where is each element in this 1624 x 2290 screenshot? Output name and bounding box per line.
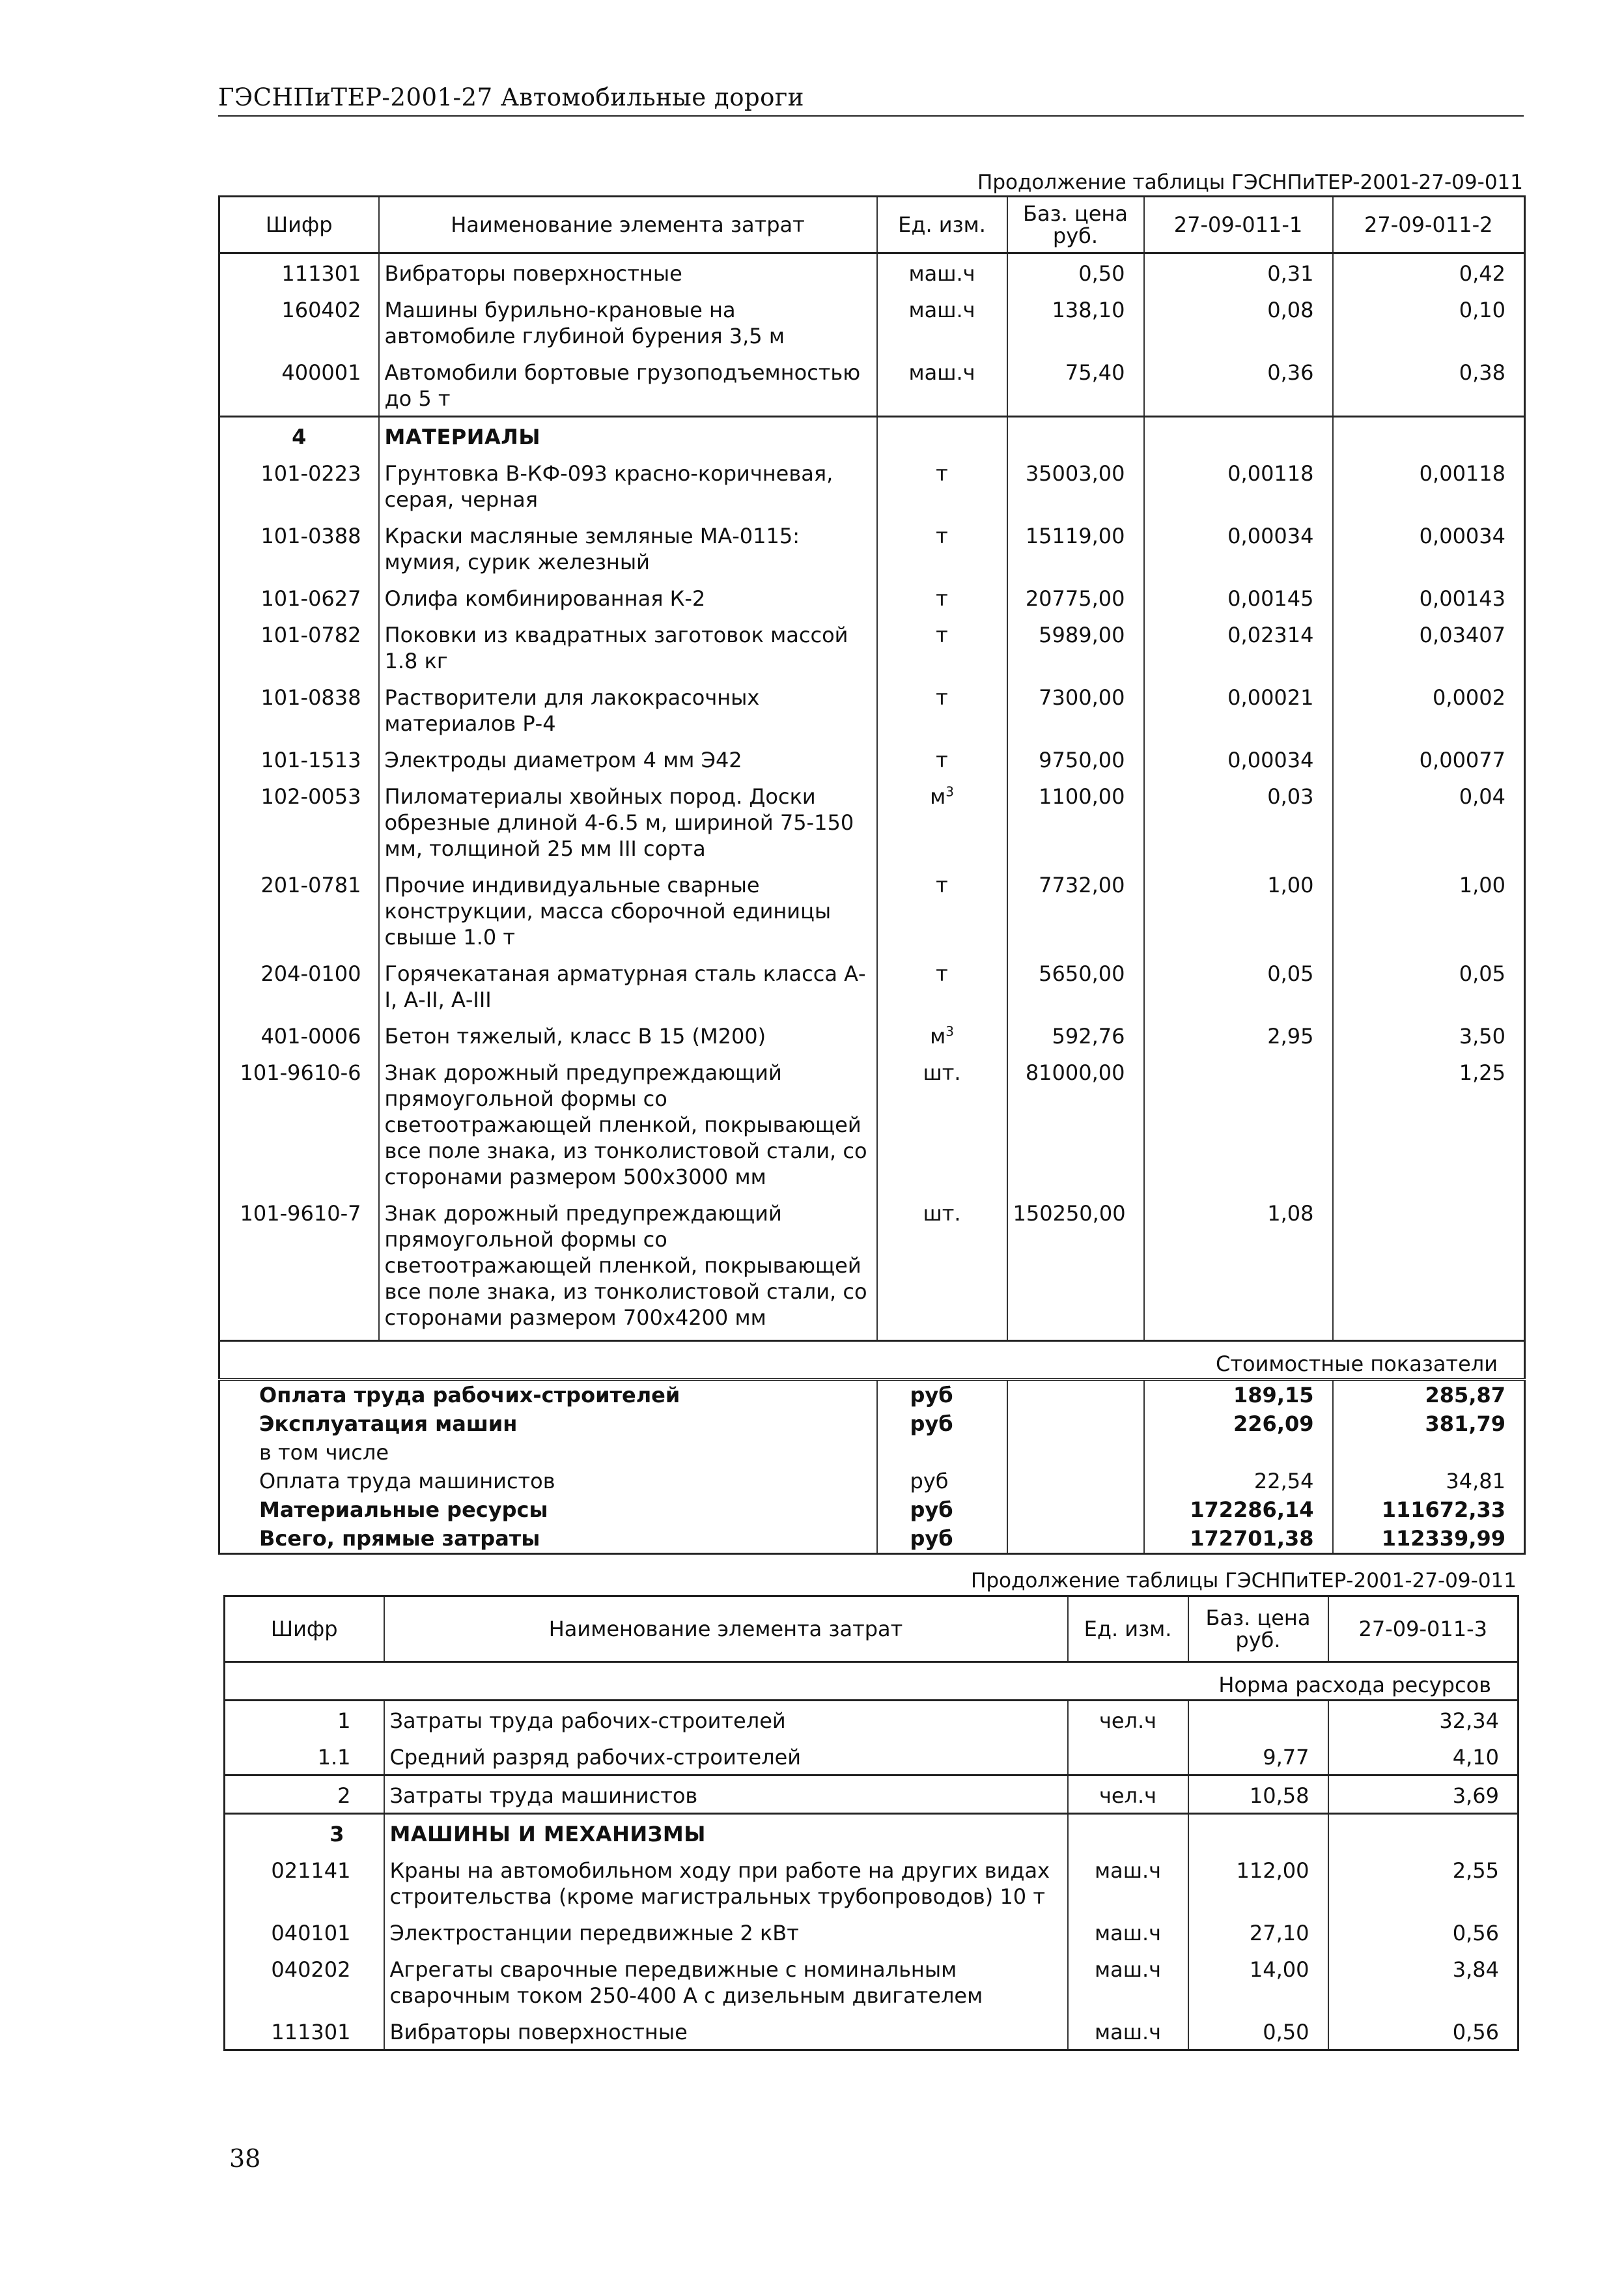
resource-table-2 bbox=[223, 1595, 1519, 2051]
unit-text: т bbox=[936, 961, 948, 986]
resource-code: 1.1 bbox=[317, 1745, 351, 1770]
resource-code: 101-0838 bbox=[260, 685, 361, 710]
norm-variant-1: 0,00034 bbox=[1144, 516, 1333, 579]
norm-variant-3: 3,69 bbox=[1328, 1775, 1519, 1814]
base-price: 592,76 bbox=[1007, 1017, 1144, 1053]
summary-variant-2: 381,79 bbox=[1333, 1409, 1525, 1438]
norm-variant-3: 0,56 bbox=[1328, 2013, 1519, 2050]
norm-variant-2: 0,00143 bbox=[1333, 579, 1525, 615]
base-price: 35003,00 bbox=[1007, 454, 1144, 516]
resource-name: Краны на автомобильном ходу при работе на других видах строительства (кроме магистральных трубопроводов) 10 т bbox=[384, 1851, 1068, 1914]
unit-text: маш.ч bbox=[908, 360, 975, 385]
resource-unit bbox=[877, 253, 1007, 291]
base-price: 138,10 bbox=[1007, 290, 1144, 353]
col-name-header: Наименование элемента затрат bbox=[379, 197, 877, 253]
resource-unit bbox=[877, 1053, 1007, 1194]
unit-text: т bbox=[936, 873, 948, 898]
norm-variant-2: 0,0002 bbox=[1333, 678, 1525, 741]
base-price: 7732,00 bbox=[1007, 866, 1144, 954]
norm-variant-1: 0,03 bbox=[1144, 777, 1333, 866]
resource-unit: чел.ч bbox=[1068, 1701, 1188, 1738]
unit-text: т bbox=[936, 685, 948, 710]
norm-variant-3: 2,55 bbox=[1328, 1851, 1519, 1914]
resource-unit bbox=[877, 579, 1007, 615]
resource-code: 111301 bbox=[271, 2020, 351, 2044]
norm-variant-1 bbox=[1144, 1053, 1333, 1194]
resource-code: 040101 bbox=[271, 1921, 351, 1945]
norm-variant-1: 0,36 bbox=[1144, 353, 1333, 417]
resource-unit bbox=[877, 290, 1007, 353]
empty-cell bbox=[1068, 1814, 1188, 1852]
empty-cell bbox=[1188, 1814, 1328, 1852]
empty-cell bbox=[1144, 417, 1333, 455]
summary-unit: руб bbox=[877, 1409, 1007, 1438]
empty-cell bbox=[1007, 1495, 1144, 1524]
norm-variant-3: 0,56 bbox=[1328, 1914, 1519, 1950]
norm-variant-1: 0,00118 bbox=[1144, 454, 1333, 516]
resource-code: 101-9610-6 bbox=[240, 1060, 361, 1085]
resource-name: Прочие индивидуальные сварные конструкции, масса сборочной единицы свыше 1.0 т bbox=[379, 866, 877, 954]
norm-variant-1: 1,00 bbox=[1144, 866, 1333, 954]
table-row bbox=[219, 777, 1525, 866]
section-number: 3 bbox=[225, 1814, 384, 1852]
resource-code: 2 bbox=[225, 1775, 384, 1814]
unit-text: м bbox=[930, 1024, 946, 1049]
norm-variant-2: 0,03407 bbox=[1333, 615, 1525, 678]
summary-variant-1: 172286,14 bbox=[1144, 1495, 1333, 1524]
resource-name: Растворители для лакокрасочных материалов Р-4 bbox=[379, 678, 877, 741]
table-row bbox=[225, 1738, 1519, 1775]
summary-variant-2: 111672,33 bbox=[1333, 1495, 1525, 1524]
norm-variant-3: 32,34 bbox=[1328, 1701, 1519, 1738]
summary-variant-1: 172701,38 bbox=[1144, 1524, 1333, 1554]
summary-unit: руб bbox=[877, 1379, 1007, 1409]
resource-code: 101-0782 bbox=[260, 623, 361, 647]
summary-row bbox=[219, 1467, 1525, 1495]
summary-label: Эксплуатация машин bbox=[259, 1411, 518, 1436]
empty-cell bbox=[1007, 1524, 1144, 1554]
summary-label: Оплата труда машинистов bbox=[259, 1469, 555, 1493]
resource-unit bbox=[877, 1017, 1007, 1053]
base-price: 150250,00 bbox=[1007, 1194, 1144, 1341]
table-row bbox=[219, 353, 1525, 417]
summary-label: в том числе bbox=[259, 1440, 389, 1465]
table-row bbox=[225, 1914, 1519, 1950]
norm-variant-2: 0,42 bbox=[1333, 253, 1525, 291]
table2-continuation-caption: Продолжение таблицы ГЭСНПиТЕР-2001-27-09-011 bbox=[971, 1569, 1517, 1592]
norm-band-row bbox=[225, 1662, 1519, 1701]
unit-text: т bbox=[936, 524, 948, 548]
resource-unit bbox=[877, 615, 1007, 678]
resource-unit bbox=[877, 1194, 1007, 1341]
resource-unit: маш.ч bbox=[1068, 1950, 1188, 2013]
resource-code: 021141 bbox=[271, 1858, 351, 1883]
section-title: МАТЕРИАЛЫ bbox=[379, 417, 877, 455]
unit-exponent: 3 bbox=[945, 784, 954, 800]
table-row bbox=[219, 741, 1525, 777]
summary-unit: руб bbox=[877, 1495, 1007, 1524]
base-price: 9,77 bbox=[1188, 1738, 1328, 1775]
norm-variant-2: 0,10 bbox=[1333, 290, 1525, 353]
base-price: 14,00 bbox=[1188, 1950, 1328, 2013]
resource-unit: чел.ч bbox=[1068, 1775, 1188, 1814]
unit-text: т bbox=[936, 748, 948, 772]
empty-cell bbox=[1007, 1409, 1144, 1438]
resource-name: Затраты труда рабочих-строителей bbox=[384, 1701, 1068, 1738]
summary-row bbox=[219, 1524, 1525, 1554]
base-price bbox=[1188, 1701, 1328, 1738]
resource-name: Вибраторы поверхностные bbox=[379, 253, 877, 291]
table-row bbox=[219, 454, 1525, 516]
section-row-machines bbox=[225, 1814, 1519, 1852]
resource-name: Электростанции передвижные 2 кВт bbox=[384, 1914, 1068, 1950]
empty-cell bbox=[1007, 1467, 1144, 1495]
resource-table-1-body bbox=[219, 197, 1525, 1554]
resource-name: Поковки из квадратных заготовок массой 1.8 кг bbox=[379, 615, 877, 678]
section-number: 4 bbox=[219, 417, 379, 455]
base-price: 0,50 bbox=[1007, 253, 1144, 291]
resource-name: Знак дорожный предупреждающий прямоугольной формы со светоотражающей пленкой, покрывающей все поле знака, из тонколистовой стали, со сторонами размером 700х4200 мм bbox=[379, 1194, 877, 1341]
summary-row bbox=[219, 1379, 1525, 1409]
table1-continuation-caption: Продолжение таблицы ГЭСНПиТЕР-2001-27-09-011 bbox=[977, 171, 1523, 194]
col-variant2-header: 27-09-011-2 bbox=[1333, 197, 1525, 253]
resource-code: 111301 bbox=[281, 261, 361, 286]
running-title: ГЭСНПиТЕР-2001-27 Автомобильные дороги bbox=[218, 83, 804, 111]
summary-unit bbox=[877, 1438, 1007, 1467]
resource-unit: маш.ч bbox=[1068, 1851, 1188, 1914]
resource-code: 401-0006 bbox=[260, 1024, 361, 1049]
resource-unit bbox=[877, 678, 1007, 741]
table-row bbox=[219, 1194, 1525, 1341]
col-price-header: Баз. цена руб. bbox=[1188, 1596, 1328, 1662]
resource-code: 101-0223 bbox=[260, 461, 361, 486]
summary-label: Материальные ресурсы bbox=[259, 1497, 548, 1522]
resource-code: 400001 bbox=[281, 360, 361, 385]
resource-unit bbox=[877, 516, 1007, 579]
resource-code: 101-0388 bbox=[260, 524, 361, 548]
table-header-row bbox=[219, 197, 1525, 253]
empty-cell bbox=[1333, 417, 1525, 455]
resource-unit bbox=[877, 353, 1007, 417]
norm-variant-3: 4,10 bbox=[1328, 1738, 1519, 1775]
resource-name: Грунтовка В-КФ-093 красно-коричневая, серая, черная bbox=[379, 454, 877, 516]
resource-name: Машины бурильно-крановые на автомобиле глубиной бурения 3,5 м bbox=[379, 290, 877, 353]
norm-variant-2: 0,04 bbox=[1333, 777, 1525, 866]
summary-row bbox=[219, 1495, 1525, 1524]
table-row bbox=[219, 1053, 1525, 1194]
unit-text: маш.ч bbox=[908, 298, 975, 322]
table-row bbox=[225, 2013, 1519, 2050]
cost-band-row bbox=[219, 1341, 1525, 1380]
empty-cell bbox=[877, 417, 1007, 455]
table-row bbox=[219, 866, 1525, 954]
summary-variant-1: 226,09 bbox=[1144, 1409, 1333, 1438]
resource-name: Горячекатаная арматурная сталь класса А-I, А-II, А-III bbox=[379, 954, 877, 1017]
base-price: 9750,00 bbox=[1007, 741, 1144, 777]
base-price: 112,00 bbox=[1188, 1851, 1328, 1914]
table-row bbox=[219, 615, 1525, 678]
empty-cell bbox=[1007, 1438, 1144, 1467]
col-variant1-header: 27-09-011-1 bbox=[1144, 197, 1333, 253]
resource-name: Бетон тяжелый, класс В 15 (М200) bbox=[379, 1017, 877, 1053]
table-row bbox=[219, 290, 1525, 353]
resource-unit bbox=[877, 741, 1007, 777]
resource-unit: маш.ч bbox=[1068, 1914, 1188, 1950]
norm-variant-2: 0,00118 bbox=[1333, 454, 1525, 516]
resource-code: 040202 bbox=[271, 1957, 351, 1982]
base-price: 75,40 bbox=[1007, 353, 1144, 417]
resource-name: Олифа комбинированная К-2 bbox=[379, 579, 877, 615]
summary-variant-1: 189,15 bbox=[1144, 1379, 1333, 1409]
unit-text: т bbox=[936, 461, 948, 486]
table-row bbox=[219, 678, 1525, 741]
resource-name: Автомобили бортовые грузоподъемностью до 5 т bbox=[379, 353, 877, 417]
resource-name: Средний разряд рабочих-строителей bbox=[384, 1738, 1068, 1775]
table-row bbox=[219, 954, 1525, 1017]
header-rule bbox=[218, 115, 1524, 117]
table-row bbox=[225, 1950, 1519, 2013]
summary-unit: руб bbox=[877, 1524, 1007, 1554]
resource-unit: маш.ч bbox=[1068, 2013, 1188, 2050]
col-unit-header: Ед. изм. bbox=[1068, 1596, 1188, 1662]
section-row-materials bbox=[219, 417, 1525, 455]
resource-code: 101-1513 bbox=[260, 748, 361, 772]
base-price: 0,50 bbox=[1188, 2013, 1328, 2050]
resource-unit bbox=[1068, 1738, 1188, 1775]
table-row bbox=[219, 253, 1525, 291]
resource-unit bbox=[877, 454, 1007, 516]
table-row bbox=[219, 516, 1525, 579]
norm-variant-3: 3,84 bbox=[1328, 1950, 1519, 2013]
unit-text: т bbox=[936, 586, 948, 611]
unit-text: м bbox=[930, 784, 946, 809]
resource-name: Пиломатериалы хвойных пород. Доски обрезные длиной 4-6.5 м, шириной 75-150 мм, толщиной 25 мм III сорта bbox=[379, 777, 877, 866]
resource-name: Знак дорожный предупреждающий прямоугольной формы со светоотражающей пленкой, покрывающей все поле знака, из тонколистовой стали, со сторонами размером 500х3000 мм bbox=[379, 1053, 877, 1194]
unit-text: шт. bbox=[923, 1060, 961, 1085]
norm-variant-2: 1,00 bbox=[1333, 866, 1525, 954]
norm-variant-1: 0,31 bbox=[1144, 253, 1333, 291]
base-price: 7300,00 bbox=[1007, 678, 1144, 741]
base-price: 5650,00 bbox=[1007, 954, 1144, 1017]
empty-cell bbox=[1007, 417, 1144, 455]
base-price: 20775,00 bbox=[1007, 579, 1144, 615]
base-price: 27,10 bbox=[1188, 1914, 1328, 1950]
norm-variant-1: 0,08 bbox=[1144, 290, 1333, 353]
table-header-row bbox=[225, 1596, 1519, 1662]
norm-variant-2: 0,00077 bbox=[1333, 741, 1525, 777]
summary-unit: руб bbox=[877, 1467, 1007, 1495]
unit-text: маш.ч bbox=[908, 261, 975, 286]
unit-text: т bbox=[936, 623, 948, 647]
resource-unit bbox=[877, 866, 1007, 954]
resource-name: Вибраторы поверхностные bbox=[384, 2013, 1068, 2050]
col-name-header: Наименование элемента затрат bbox=[384, 1596, 1068, 1662]
summary-label: Всего, прямые затраты bbox=[259, 1526, 540, 1551]
section-title: МАШИНЫ И МЕХАНИЗМЫ bbox=[384, 1814, 1068, 1852]
resource-table-1 bbox=[218, 195, 1526, 1555]
norm-variant-2: 0,05 bbox=[1333, 954, 1525, 1017]
resource-code: 102-0053 bbox=[260, 784, 361, 809]
norm-variant-1: 0,05 bbox=[1144, 954, 1333, 1017]
col-unit-header: Ед. изм. bbox=[877, 197, 1007, 253]
norm-variant-1: 2,95 bbox=[1144, 1017, 1333, 1053]
norm-variant-1: 1,08 bbox=[1144, 1194, 1333, 1341]
col-code-header: Шифр bbox=[225, 1596, 384, 1662]
table-row bbox=[225, 1851, 1519, 1914]
resource-name: Краски масляные земляные МА-0115: мумия, сурик железный bbox=[379, 516, 877, 579]
table-row bbox=[225, 1701, 1519, 1738]
base-price: 5989,00 bbox=[1007, 615, 1144, 678]
norm-variant-2: 1,25 bbox=[1333, 1053, 1525, 1194]
resource-name: Электроды диаметром 4 мм Э42 bbox=[379, 741, 877, 777]
summary-variant-2: 34,81 bbox=[1333, 1467, 1525, 1495]
norm-variant-2 bbox=[1333, 1194, 1525, 1341]
summary-variant-1 bbox=[1144, 1438, 1333, 1467]
table-row bbox=[225, 1775, 1519, 1814]
resource-name: Затраты труда машинистов bbox=[384, 1775, 1068, 1814]
norm-variant-1: 0,00034 bbox=[1144, 741, 1333, 777]
empty-cell bbox=[1328, 1814, 1519, 1852]
table-row bbox=[219, 579, 1525, 615]
resource-unit bbox=[877, 954, 1007, 1017]
summary-variant-2: 112339,99 bbox=[1333, 1524, 1525, 1554]
cost-band-label: Стоимостные показатели bbox=[219, 1341, 1525, 1380]
page-number: 38 bbox=[229, 2144, 261, 2173]
norm-variant-1: 0,00021 bbox=[1144, 678, 1333, 741]
norm-variant-1: 0,02314 bbox=[1144, 615, 1333, 678]
summary-label: Оплата труда рабочих-строителей bbox=[219, 1379, 877, 1409]
resource-table-2-body bbox=[225, 1596, 1519, 2050]
resource-code: 160402 bbox=[281, 298, 361, 322]
resource-code: 101-0627 bbox=[260, 586, 361, 611]
base-price: 10,58 bbox=[1188, 1775, 1328, 1814]
resource-code: 201-0781 bbox=[260, 873, 361, 898]
summary-variant-2 bbox=[1333, 1438, 1525, 1467]
col-price-header: Баз. цена руб. bbox=[1007, 197, 1144, 253]
norm-variant-2: 0,38 bbox=[1333, 353, 1525, 417]
norm-variant-2: 3,50 bbox=[1333, 1017, 1525, 1053]
resource-unit bbox=[877, 777, 1007, 866]
norm-band-label: Норма расхода ресурсов bbox=[225, 1662, 1519, 1701]
resource-name: Агрегаты сварочные передвижные с номинальным сварочным током 250-400 А с дизельным двигателем bbox=[384, 1950, 1068, 2013]
table-row bbox=[219, 1017, 1525, 1053]
empty-cell bbox=[1007, 1379, 1144, 1409]
base-price: 15119,00 bbox=[1007, 516, 1144, 579]
summary-variant-2: 285,87 bbox=[1333, 1379, 1525, 1409]
norm-variant-1: 0,00145 bbox=[1144, 579, 1333, 615]
col-variant3-header: 27-09-011-3 bbox=[1328, 1596, 1519, 1662]
unit-text: шт. bbox=[923, 1201, 961, 1226]
summary-variant-1: 22,54 bbox=[1144, 1467, 1333, 1495]
base-price: 81000,00 bbox=[1007, 1053, 1144, 1194]
resource-code: 101-9610-7 bbox=[240, 1201, 361, 1226]
resource-code: 204-0100 bbox=[260, 961, 361, 986]
base-price: 1100,00 bbox=[1007, 777, 1144, 866]
resource-code: 1 bbox=[225, 1701, 384, 1738]
unit-exponent: 3 bbox=[945, 1023, 954, 1039]
norm-variant-2: 0,00034 bbox=[1333, 516, 1525, 579]
summary-row bbox=[219, 1438, 1525, 1467]
col-code-header: Шифр bbox=[219, 197, 379, 253]
summary-row bbox=[219, 1409, 1525, 1438]
